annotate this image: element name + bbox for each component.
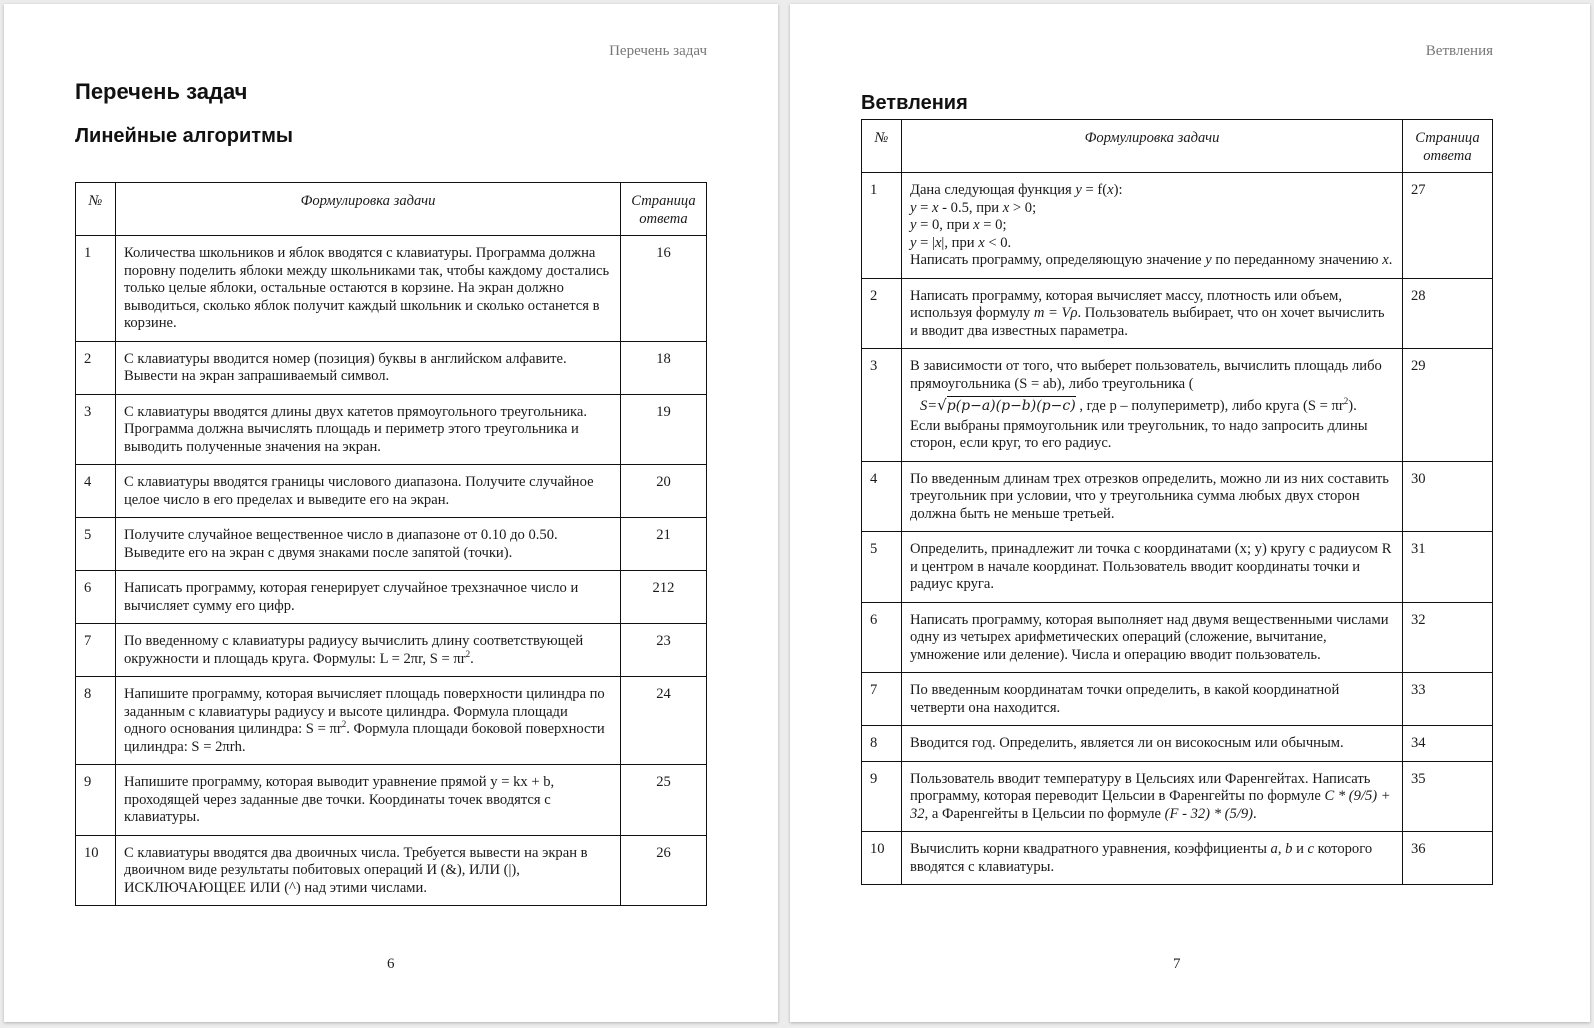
page-title: Перечень задач xyxy=(75,79,248,104)
document-page-7 xyxy=(790,4,1590,1022)
answer-page: 35 xyxy=(1403,761,1493,832)
task-number: 3 xyxy=(862,349,902,462)
task-number: 10 xyxy=(862,832,902,885)
text: по переданному значению xyxy=(1211,252,1383,268)
task-line xyxy=(910,235,1394,253)
math-var: y xyxy=(1075,182,1082,198)
answer-page: 30 xyxy=(1403,461,1493,532)
text: Вычислить корни квадратного уравнения, коэффициенты xyxy=(910,841,1271,857)
heron-formula-radicand: p(p−a)(p−b)(p−c) xyxy=(946,398,1076,414)
table-row xyxy=(76,465,707,518)
text: = f( xyxy=(1081,182,1108,198)
task-text xyxy=(116,677,621,765)
text: и xyxy=(1292,841,1308,857)
task-text: Вводится год. Определить, является ли он високосным или обычным. xyxy=(902,726,1403,762)
text: , а Фаренгейты в Цельсии по формуле xyxy=(924,805,1165,822)
answer-page: 21 xyxy=(621,518,707,571)
section-heading: Линейные алгоритмы xyxy=(75,125,293,147)
text: ): xyxy=(1113,182,1123,198)
math-var: b xyxy=(1285,841,1293,857)
task-number: 8 xyxy=(862,726,902,762)
math-var: y xyxy=(910,217,917,233)
column-header-number: № xyxy=(862,120,902,173)
answer-page: 32 xyxy=(1403,602,1493,673)
task-number: 2 xyxy=(76,341,116,394)
task-number: 6 xyxy=(76,571,116,624)
task-number: 8 xyxy=(76,677,116,765)
task-text-part: По введенному с клавиатуры радиусу вычислить длину соответствующей окружности и площадь круга. Формулы: L = 2πr, S = πr xyxy=(124,633,584,667)
tasks-table-branching xyxy=(861,119,1493,885)
table-row xyxy=(76,677,707,765)
task-number: 7 xyxy=(862,673,902,726)
task-text: С клавиатуры вводится номер (позиция) буквы в английском алфавите. Вывести на экран запрашиваемый символ. xyxy=(116,341,621,394)
math-var: y xyxy=(1205,252,1212,268)
running-header: Ветвления xyxy=(1425,43,1493,59)
sqrt-symbol: √ xyxy=(937,396,947,414)
task-number: 5 xyxy=(76,518,116,571)
task-text xyxy=(116,624,621,677)
text: , где p – полупериметр), либо круга (S = πr xyxy=(1075,398,1344,414)
math-var: x xyxy=(1002,199,1010,216)
task-text: По введенным координатам точки определить, в какой координатной четверти она находится. xyxy=(902,673,1403,726)
answer-page: 24 xyxy=(621,677,707,765)
task-line xyxy=(910,200,1394,218)
page-title: Ветвления xyxy=(861,92,968,114)
table-row xyxy=(862,761,1493,832)
answer-page: 25 xyxy=(621,765,707,836)
text: = 0; xyxy=(979,217,1007,233)
math-var: x xyxy=(934,234,942,251)
math-formula: (F - 32) * (5/9) xyxy=(1164,805,1254,822)
text: Дана следующая функция xyxy=(910,182,1076,198)
table-header-row xyxy=(862,120,1493,173)
table-header-row xyxy=(76,183,707,236)
answer-page: 20 xyxy=(621,465,707,518)
task-number: 4 xyxy=(76,465,116,518)
task-number: 5 xyxy=(862,532,902,603)
task-text xyxy=(902,761,1403,832)
column-header-task: Формулировка задачи xyxy=(902,120,1403,173)
task-text: Количества школьников и яблок вводятся с клавиатуры. Программа должна поровну поделить яблоки между школьниками так, чтобы каждому достались только целые яблоки, остальные остаются в корзине. На экран должно выводиться, сколько яблок получит каждый школьник и сколько останется в корзине. xyxy=(116,236,621,342)
task-number: 10 xyxy=(76,835,116,906)
math-var: a xyxy=(1270,841,1278,857)
math-formula: C * (9/5) + 32 xyxy=(910,788,1391,822)
table-row xyxy=(862,832,1493,885)
answer-page: 212 xyxy=(621,571,707,624)
column-header-answer-page: Страница ответа xyxy=(1403,120,1493,173)
text: . Пользователь выбирает, что он хочет вычислить и вводит два известных параметра. xyxy=(910,305,1385,339)
task-text xyxy=(902,173,1403,279)
answer-page: 26 xyxy=(621,835,707,906)
task-number: 1 xyxy=(76,236,116,342)
table-row xyxy=(76,394,707,465)
text: |, при xyxy=(941,234,979,251)
answer-page: 31 xyxy=(1403,532,1493,603)
text: = | xyxy=(916,234,935,251)
task-number: 4 xyxy=(862,461,902,532)
math-formula: m = Vρ xyxy=(1033,305,1078,321)
tasks-table-linear xyxy=(75,182,707,906)
answer-page: 36 xyxy=(1403,832,1493,885)
task-text: Написать программу, которая выполняет над двумя вещественными числами одну из четырех арифметических операций (сложение, вычитание, умножение или деление). Числа и операцию вводит пользователь. xyxy=(902,602,1403,673)
math-var: x xyxy=(973,217,980,233)
answer-page: 16 xyxy=(621,236,707,342)
table-row xyxy=(76,571,707,624)
task-text: Написать программу, которая генерирует случайное трехзначное число и вычисляет сумму его цифр. xyxy=(116,571,621,624)
task-text: С клавиатуры вводятся длины двух катетов прямоугольного треугольника. Программа должна вычислять площадь и периметр этого треугольника и выводить полученные значения на экран. xyxy=(116,394,621,465)
task-line xyxy=(910,182,1394,200)
task-number: 1 xyxy=(862,173,902,279)
text: Написать программу, определяющую значение xyxy=(910,252,1206,268)
task-text: С клавиатуры вводятся два двоичных числа. Требуется вывести на экран в двоичном виде результаты побитовых операций И (&), ИЛИ (|), ИСКЛЮЧАЮЩЕЕ ИЛИ (^) над этими числами. xyxy=(116,835,621,906)
task-text: Определить, принадлежит ли точка с координатами (x; y) кругу с радиусом R и центром в начале координат. Пользователь вводит координаты точки и радиус круга. xyxy=(902,532,1403,603)
table-row xyxy=(76,835,707,906)
text: < 0. xyxy=(984,234,1012,251)
answer-page: 18 xyxy=(621,341,707,394)
table-row xyxy=(862,461,1493,532)
task-text: Получите случайное вещественное число в диапазоне от 0.10 до 0.50. Выведите его на экран с двумя знаками после запятой (точки). xyxy=(116,518,621,571)
formula-line xyxy=(910,397,1394,416)
math-var: y xyxy=(910,234,917,251)
table-row xyxy=(862,532,1493,603)
superscript: 2 xyxy=(465,648,471,659)
superscript: 2 xyxy=(1343,396,1349,407)
page-number: 7 xyxy=(1173,956,1181,972)
table-row xyxy=(76,765,707,836)
answer-page: 19 xyxy=(621,394,707,465)
task-text xyxy=(902,278,1403,349)
heron-formula-lhs: S= xyxy=(920,398,938,414)
task-text-part: Напишите программу, которая вычисляет площадь поверхности цилиндра по заданным с клавиатуры радиусу и высоте цилиндра. Формула площади одного основания цилиндра: S = πr xyxy=(124,686,605,737)
answer-page: 34 xyxy=(1403,726,1493,762)
table-row xyxy=(862,278,1493,349)
math-var: y xyxy=(910,199,917,216)
document-page-6 xyxy=(4,4,778,1022)
text: , xyxy=(1277,841,1286,857)
text: . xyxy=(1388,252,1393,268)
task-text-part: . Формула площади боковой поверхности цилиндра: S = 2πrh. xyxy=(124,721,605,755)
text: Пользователь вводит температуру в Цельсиях или Фаренгейтах. Написать программу, которая переводит Цельсии в Фаренгейты по формуле xyxy=(910,770,1371,804)
text: = 0, при xyxy=(916,217,974,233)
task-number: 7 xyxy=(76,624,116,677)
answer-page: 23 xyxy=(621,624,707,677)
column-header-number: № xyxy=(76,183,116,236)
answer-page: 29 xyxy=(1403,349,1493,462)
task-text: С клавиатуры вводятся границы числового диапазона. Получите случайное целое число в его пределах и выведите его на экран. xyxy=(116,465,621,518)
task-line xyxy=(910,217,1394,235)
math-var: c xyxy=(1307,841,1315,857)
task-number: 9 xyxy=(862,761,902,832)
table-row xyxy=(76,236,707,342)
math-var: x xyxy=(1382,252,1389,268)
text: > 0; xyxy=(1009,199,1037,216)
answer-page: 27 xyxy=(1403,173,1493,279)
text: - 0.5, при xyxy=(938,199,1003,216)
text: Если выбраны прямоугольник или треугольник, то надо запросить длины сторон, если круг, то его радиус. xyxy=(910,417,1368,451)
task-text: Напишите программу, которая выводит уравнение прямой y = kx + b, проходящей через заданные две точки. Координаты точек вводятся с клавиатуры. xyxy=(116,765,621,836)
answer-page: 33 xyxy=(1403,673,1493,726)
table-row xyxy=(76,518,707,571)
table-row xyxy=(76,624,707,677)
table-row xyxy=(862,602,1493,673)
task-number: 3 xyxy=(76,394,116,465)
superscript: 2 xyxy=(341,719,347,730)
task-line xyxy=(910,252,1394,270)
task-number: 6 xyxy=(862,602,902,673)
math-var: x xyxy=(932,199,939,216)
table-row xyxy=(862,173,1493,279)
task-text-part: . xyxy=(470,650,474,667)
table-row xyxy=(862,673,1493,726)
text: = xyxy=(916,199,933,216)
text: . xyxy=(1253,805,1257,822)
text: ). xyxy=(1348,398,1357,414)
task-text xyxy=(902,349,1403,462)
table-row xyxy=(862,726,1493,762)
math-var: x xyxy=(1107,182,1114,198)
table-row xyxy=(76,341,707,394)
text: которого вводятся с клавиатуры. xyxy=(910,841,1373,875)
page-number: 6 xyxy=(387,956,395,972)
task-number: 9 xyxy=(76,765,116,836)
task-text: По введенным длинам трех отрезков определить, можно ли из них составить треугольник при условии, что у треугольника сумма любых двух сторон должна быть не меньше третьей. xyxy=(902,461,1403,532)
column-header-task: Формулировка задачи xyxy=(116,183,621,236)
column-header-answer-page: Страница ответа xyxy=(621,183,707,236)
math-var: x xyxy=(978,234,985,251)
task-number: 2 xyxy=(862,278,902,349)
table-row xyxy=(862,349,1493,462)
text: Написать программу, которая вычисляет массу, плотность или объем, используя формулу xyxy=(910,287,1343,321)
running-header: Перечень задач xyxy=(609,43,707,59)
answer-page: 28 xyxy=(1403,278,1493,349)
task-text xyxy=(902,832,1403,885)
text: В зависимости от того, что выберет пользователь, вычислить площадь либо прямоугольника (S = ab), либо треугольника ( xyxy=(910,358,1382,392)
